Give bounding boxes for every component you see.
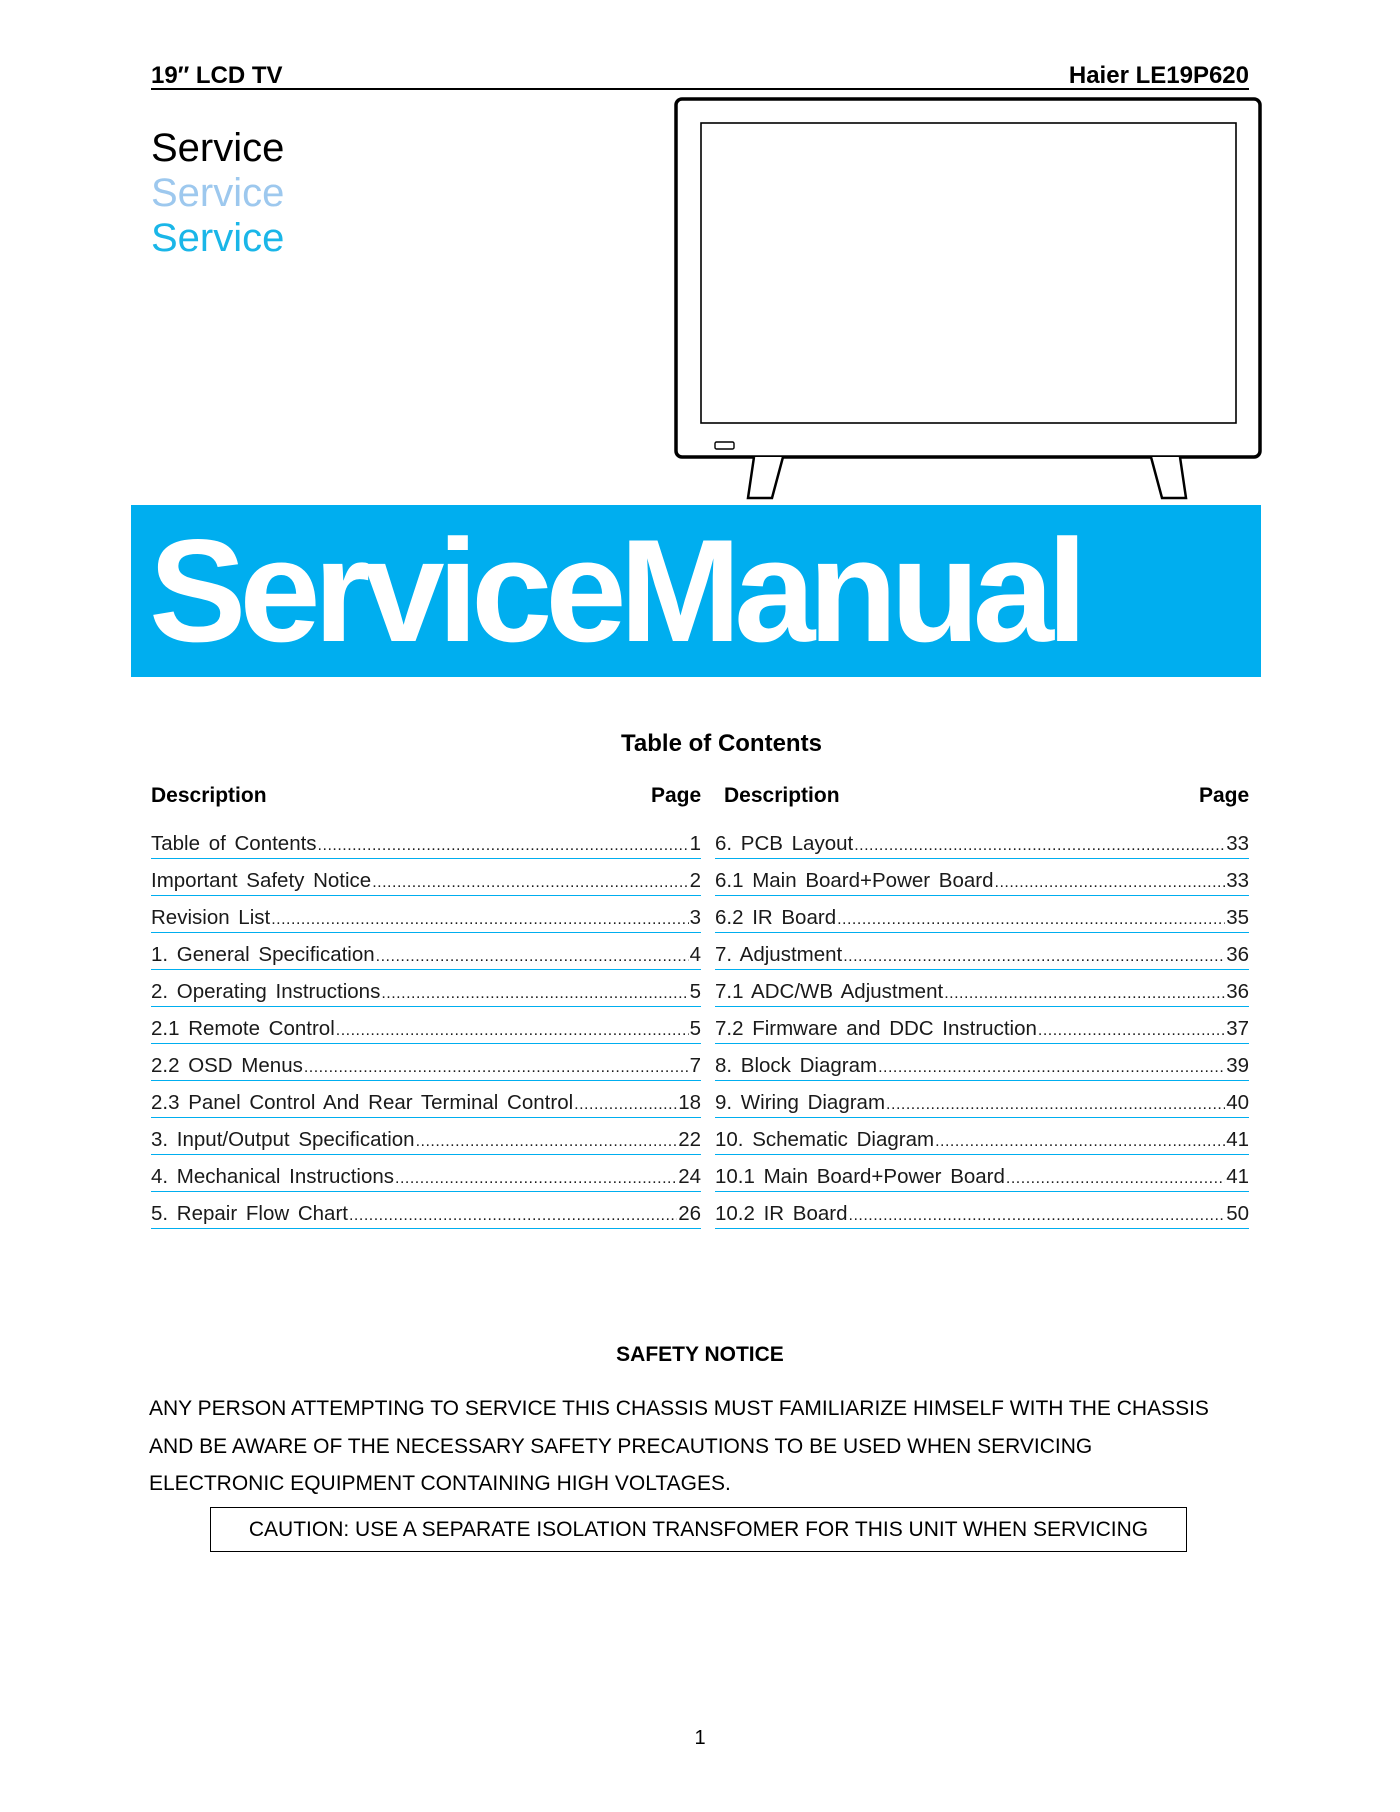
toc-entry-page: 5 (689, 980, 701, 1003)
toc-entry-page: 35 (1226, 906, 1249, 929)
toc-entry[interactable] (151, 1200, 701, 1237)
toc-entry-page: 24 (678, 1165, 701, 1188)
toc-entry-title: 2.2 OSD Menus (151, 1054, 303, 1077)
toc-entry-page: 5 (689, 1017, 701, 1040)
toc-entry-title: 1. General Specification (151, 943, 375, 966)
page-number: 1 (694, 1727, 706, 1749)
toc-entry-title: 8. Block Diagram (715, 1054, 878, 1077)
safety-notice-line: ANY PERSON ATTEMPTING TO SERVICE THIS CHASSIS MUST FAMILIARIZE HIMSELF WITH THE CHASSIS (149, 1397, 1209, 1420)
toc-entry-page: 33 (1226, 869, 1249, 892)
toc-entry[interactable] (715, 1163, 1249, 1200)
service-manual-banner (131, 505, 1261, 677)
toc-entry-title: 2.3 Panel Control And Rear Terminal Control (151, 1091, 574, 1114)
toc-entry-title: 10. Schematic Diagram (715, 1128, 935, 1151)
service-word-cyan: Service (151, 216, 285, 260)
toc-entry-title: 10.1 Main Board+Power Board (715, 1165, 1005, 1188)
toc-left-column (151, 830, 701, 1237)
toc-entry[interactable] (151, 867, 701, 904)
toc-entry[interactable] (715, 904, 1249, 941)
toc-entry-page: 1 (689, 832, 701, 855)
toc-right-page-header: Page (1199, 784, 1250, 807)
toc-entry-title: 2. Operating Instructions (151, 980, 381, 1003)
toc-entry[interactable] (151, 978, 701, 1015)
toc-entry-page: 41 (1226, 1128, 1249, 1151)
toc-entry[interactable] (715, 1200, 1249, 1237)
toc-entry-title: 3. Input/Output Specification (151, 1128, 415, 1151)
toc-entry[interactable] (151, 1163, 701, 1200)
toc-entry-title: 2.1 Remote Control (151, 1017, 335, 1040)
service-word-black: Service (151, 126, 285, 170)
toc-entry-page: 4 (689, 943, 701, 966)
header-model: Haier LE19P620 (1068, 62, 1249, 89)
toc-entry[interactable] (715, 1126, 1249, 1163)
toc-entry-title: 9. Wiring Diagram (715, 1091, 886, 1114)
toc-entry[interactable] (151, 1126, 701, 1163)
toc-title: Table of Contents (621, 730, 822, 757)
toc-entry[interactable] (151, 1052, 701, 1089)
toc-entry[interactable] (715, 941, 1249, 978)
toc-right-description-header: Description (724, 784, 840, 807)
tv-illustration (670, 96, 1265, 503)
toc-entry-page: 33 (1226, 832, 1249, 855)
safety-notice-line: ELECTRONIC EQUIPMENT CONTAINING HIGH VOLTAGES. (149, 1472, 731, 1495)
toc-entry-title: 7. Adjustment (715, 943, 843, 966)
service-word-light-blue: Service (151, 171, 285, 215)
toc-left-description-header: Description (151, 784, 267, 807)
header-product-type: 19″ LCD TV (151, 62, 283, 89)
header-rule (151, 88, 1249, 90)
toc-entry-page: 7 (689, 1054, 701, 1077)
toc-entry[interactable] (715, 867, 1249, 904)
toc-entry[interactable] (715, 1089, 1249, 1126)
toc-entry-title: 7.2 Firmware and DDC Instruction (715, 1017, 1037, 1040)
toc-entry-title: 6.1 Main Board+Power Board (715, 869, 994, 892)
toc-entry[interactable] (715, 978, 1249, 1015)
toc-entry-title: 4. Mechanical Instructions (151, 1165, 395, 1188)
toc-entry[interactable] (715, 830, 1249, 867)
toc-entry-page: 18 (678, 1091, 701, 1114)
safety-notice-title: SAFETY NOTICE (616, 1343, 784, 1366)
toc-entry[interactable] (715, 1015, 1249, 1052)
toc-entry[interactable] (151, 941, 701, 978)
toc-entry-page: 37 (1226, 1017, 1249, 1040)
toc-entry-page: 39 (1226, 1054, 1249, 1077)
toc-right-column (715, 830, 1249, 1237)
toc-entry-title: 7.1 ADC/WB Adjustment (715, 980, 944, 1003)
banner-title: ServiceManual (149, 509, 1081, 672)
toc-entry-title: Revision List (151, 906, 271, 929)
toc-left-page-header: Page (651, 784, 702, 807)
toc-entry-page: 3 (689, 906, 701, 929)
toc-entry-page: 50 (1226, 1202, 1249, 1225)
toc-entry-page: 26 (678, 1202, 701, 1225)
toc-entry-title: 6.2 IR Board (715, 906, 837, 929)
toc-entry-page: 2 (689, 869, 701, 892)
toc-entry[interactable] (151, 904, 701, 941)
toc-entry-page: 36 (1226, 943, 1249, 966)
toc-entry-title: 5. Repair Flow Chart (151, 1202, 348, 1225)
toc-entry[interactable] (151, 1089, 701, 1126)
toc-entry-title: 10.2 IR Board (715, 1202, 848, 1225)
safety-notice-body (149, 1390, 1259, 1503)
toc-entry-page: 41 (1226, 1165, 1249, 1188)
toc-entry-page: 36 (1226, 980, 1249, 1003)
safety-notice-line: AND BE AWARE OF THE NECESSARY SAFETY PRECAUTIONS TO BE USED WHEN SERVICING (149, 1434, 1093, 1458)
caution-box: CAUTION: USE A SEPARATE ISOLATION TRANSFOMER FOR THIS UNIT WHEN SERVICING (210, 1507, 1187, 1552)
toc-entry-page: 22 (678, 1128, 701, 1151)
toc-entry-page: 40 (1226, 1091, 1249, 1114)
toc-entry-title: 6. PCB Layout (715, 832, 854, 855)
toc-entry-title: Table of Contents (151, 832, 317, 855)
toc-entry[interactable] (151, 1015, 701, 1052)
toc-entry[interactable] (715, 1052, 1249, 1089)
toc-entry[interactable] (151, 830, 701, 867)
toc-entry-title: Important Safety Notice (151, 869, 372, 892)
